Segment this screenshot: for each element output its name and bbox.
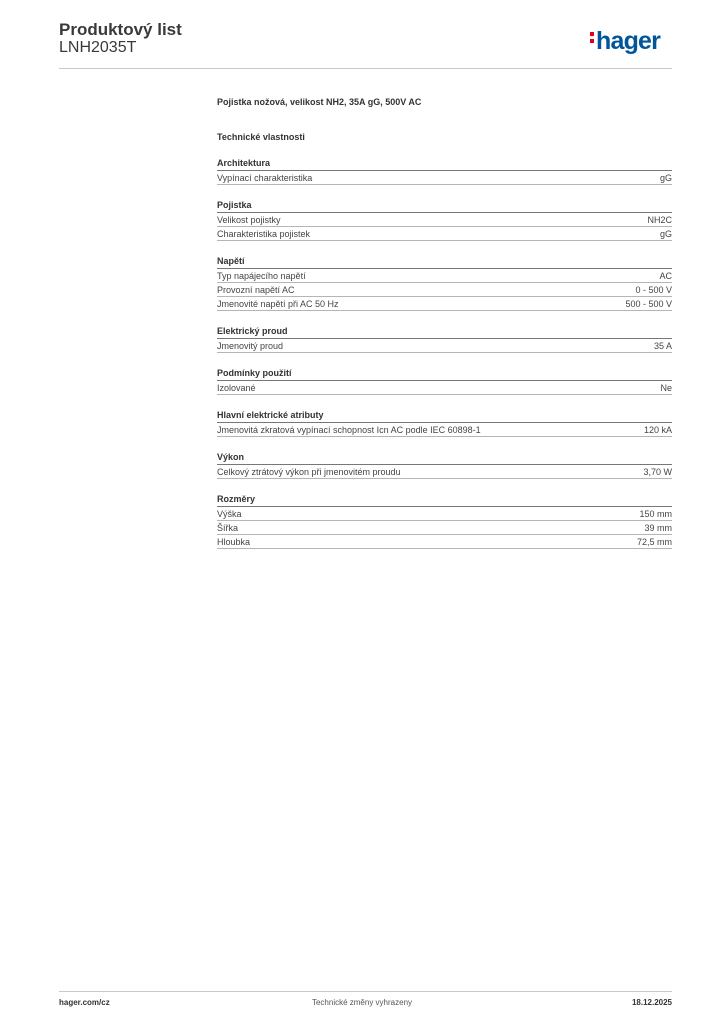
spec-row [217, 423, 672, 437]
spec-label: Jmenovitý proud [217, 341, 284, 351]
spec-label: Výška [217, 509, 242, 519]
spec-row [217, 283, 672, 297]
spec-value: gG [659, 229, 672, 239]
spec-row [217, 535, 672, 549]
spec-row [217, 521, 672, 535]
spec-section [217, 157, 672, 185]
footer-note: Technické změny vyhrazeny [311, 998, 413, 1007]
spec-label: Provozní napětí AC [217, 285, 295, 295]
spec-value: 72,5 mm [636, 537, 672, 547]
spec-label: Typ napájecího napětí [217, 271, 306, 281]
section-title: Napětí [217, 255, 672, 269]
spec-value: 0 - 500 V [635, 285, 672, 295]
spec-section [217, 199, 672, 241]
hager-logo [590, 27, 660, 55]
section-title: Elektrický proud [217, 325, 672, 339]
section-title: Podmínky použití [217, 367, 672, 381]
spec-label: Velikost pojistky [217, 215, 281, 225]
spec-value: gG [659, 173, 672, 183]
logo-text: hager [596, 27, 661, 55]
spec-section [217, 255, 672, 311]
spec-value: 3,70 W [643, 467, 672, 477]
spec-sections [217, 157, 672, 549]
spec-value: Ne [660, 383, 672, 393]
footer-website: hager.com/cz [59, 998, 110, 1007]
spec-row [217, 465, 672, 479]
spec-row [217, 227, 672, 241]
spec-value: NH2C [647, 215, 672, 225]
product-code: LNH2035T [59, 39, 137, 56]
spec-label: Jmenovitá zkratová vypínací schopnost Icn AC podle IEC 60898-1 [217, 425, 481, 435]
spec-label: Hloubka [217, 537, 251, 547]
section-title: Architektura [217, 157, 672, 171]
spec-label: Izolované [217, 383, 256, 393]
section-title: Pojistka [217, 199, 672, 213]
spec-section [217, 325, 672, 353]
footer-divider [59, 991, 672, 992]
section-title: Hlavní elektrické atributy [217, 409, 672, 423]
technical-heading: Technické vlastnosti [217, 132, 305, 142]
spec-content [217, 96, 672, 549]
spec-row [217, 171, 672, 185]
document-title: Produktový list [59, 20, 182, 39]
spec-value: 39 mm [644, 523, 672, 533]
spec-label: Jmenovité napětí při AC 50 Hz [217, 299, 339, 309]
spec-row [217, 381, 672, 395]
spec-value: AC [659, 271, 672, 281]
spec-value: 150 mm [639, 509, 672, 519]
spec-row [217, 339, 672, 353]
spec-row [217, 269, 672, 283]
spec-value: 35 A [653, 341, 672, 351]
spec-label: Charakteristika pojistek [217, 229, 311, 239]
header-divider [59, 68, 672, 69]
spec-value: 500 - 500 V [625, 299, 672, 309]
spec-row [217, 507, 672, 521]
product-description: Pojistka nožová, velikost NH2, 35A gG, 500V AC [217, 97, 422, 107]
spec-label: Vypínací charakteristika [217, 173, 313, 183]
spec-row [217, 213, 672, 227]
spec-value: 120 kA [643, 425, 672, 435]
spec-section [217, 409, 672, 437]
section-title: Rozměry [217, 493, 672, 507]
footer-date: 18.12.2025 [631, 998, 672, 1007]
spec-label: Celkový ztrátový výkon při jmenovitém proudu [217, 467, 401, 477]
logo-mark-icon [590, 29, 594, 46]
spec-row [217, 297, 672, 311]
spec-section [217, 493, 672, 549]
spec-label: Šířka [217, 523, 239, 533]
spec-section [217, 451, 672, 479]
spec-section [217, 367, 672, 395]
section-title: Výkon [217, 451, 672, 465]
